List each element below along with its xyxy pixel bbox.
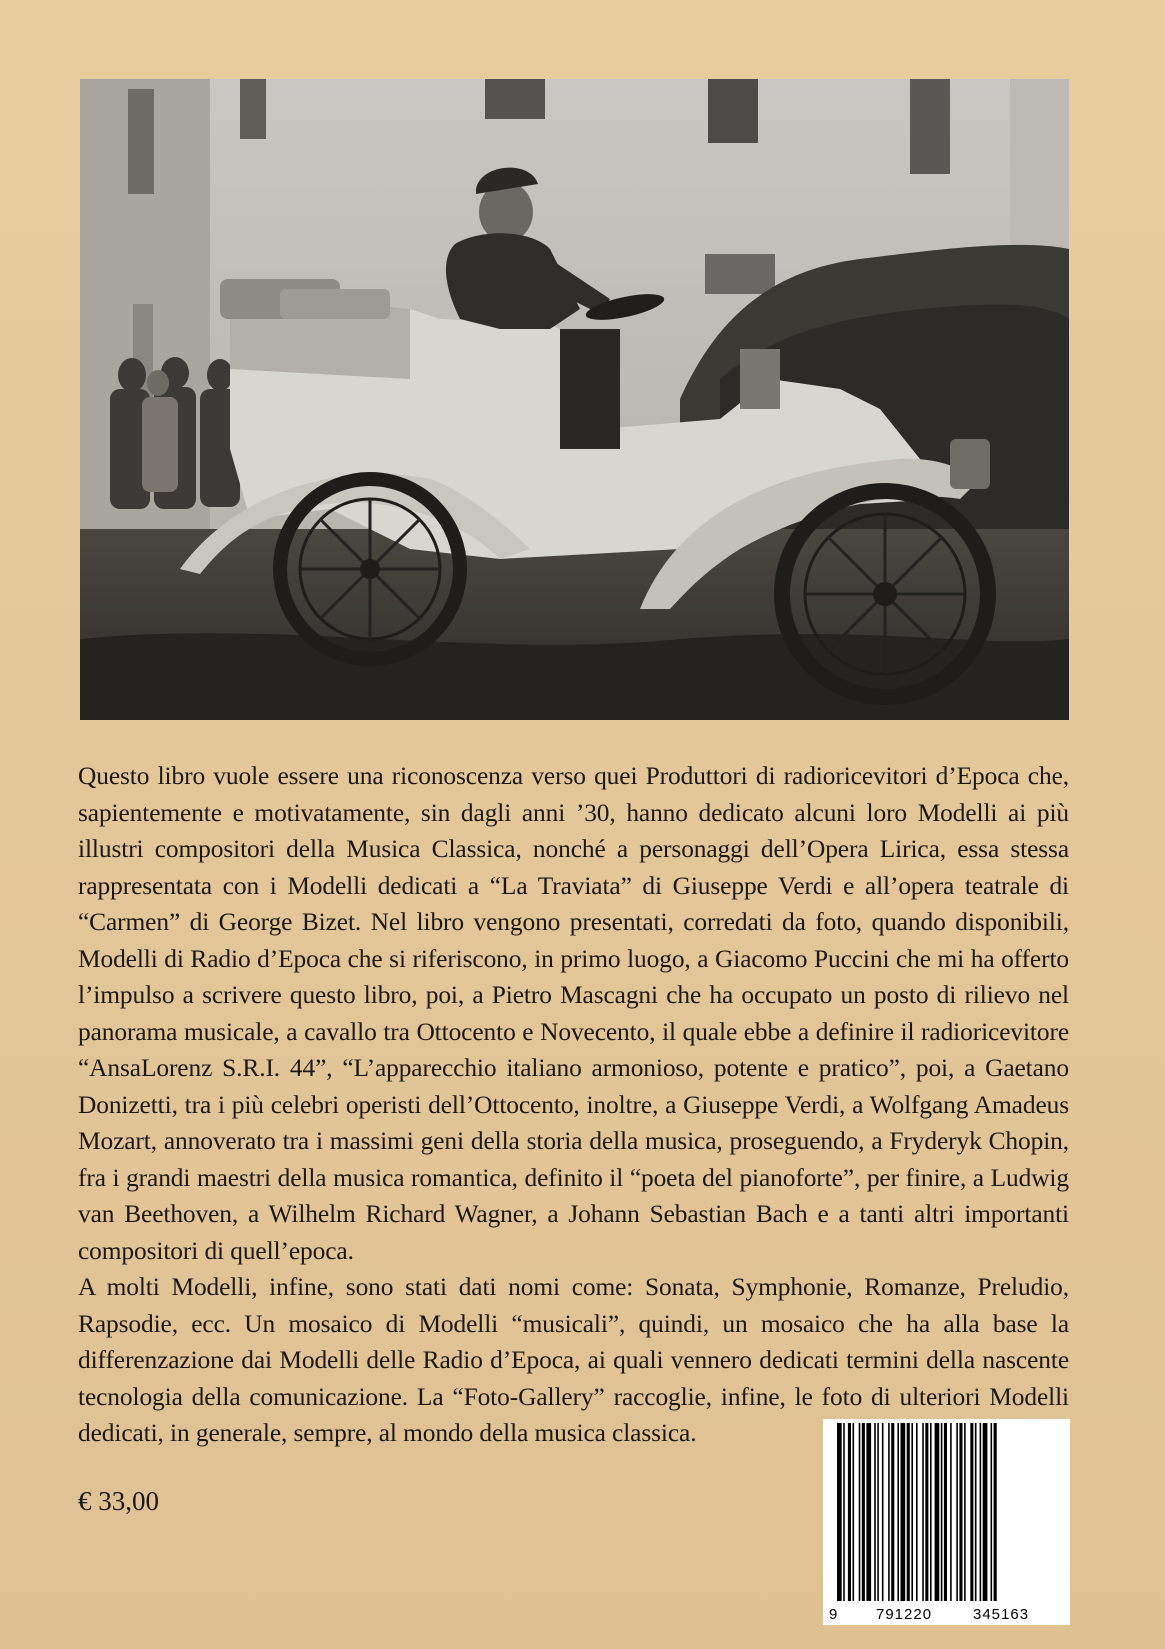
blurb-paragraph-1: Questo libro vuole essere una riconoscenza verso quei Produttori di radioricevitori d’Epoca che, sapientemente e motivatamente, sin dagli anni ’30, hanno dedicato alcuni loro Modelli ai più illustri compositori della Musica Classica, nonché a personaggi dell’Opera Lirica, essa stessa rappresentata con i Modelli dedicati a “La Traviata” di Giuseppe Verdi e all’opera teatrale di “Carmen” di George Bizet. Nel libro vengono presentati, corredati da foto, quando disponibili, Modelli di Radio d’Epoca che si riferiscono, in primo luogo, a Giacomo Puccini che mi ha offerto l’impulso a scrivere questo libro, poi, a Pietro Mascagni che ha occupato un posto di rilievo nel panorama musicale, a cavallo tra Ottocento e Novecento, il quale ebbe a definire il radioricevitore “AnsaLorenz S.R.I. 44”, “L’apparecchio italiano armonioso, potente e pratico”, poi, a Gaetano Donizetti, tra i più celebri operisti dell’Ottocento, inoltre, a Giuseppe Verdi, a Wolfgang Amadeus Mozart, annoverato tra i massimi geni della storia della musica, proseguendo, a Fryderyk Chopin, fra i grandi maestri della musica romantica, definito il “poeta del pianoforte”, per finire, a Ludwig van Beethoven, a Wilhelm Richard Wagner, a Johann Sebastian Bach e a tanti altri importanti compositori di quell’epoca.	[78, 762, 1069, 1265]
barcode-bar	[991, 1423, 993, 1601]
barcode-bar	[862, 1423, 865, 1601]
price-label: € 33,00	[78, 1486, 159, 1516]
barcode-bar	[922, 1423, 924, 1601]
barcode-bar	[843, 1423, 845, 1601]
barcode-bar	[907, 1423, 910, 1601]
barcode-bar	[925, 1423, 928, 1601]
barcode-bar	[980, 1423, 982, 1601]
barcode-bar	[888, 1423, 890, 1601]
barcode-left-digits: 791220	[876, 1606, 933, 1623]
barcode-bars	[823, 1419, 1070, 1625]
barcode-bar	[994, 1423, 997, 1601]
barcode-bar	[897, 1423, 899, 1601]
barcode-bar	[970, 1423, 973, 1601]
barcode-bar	[882, 1423, 884, 1601]
barcode-bar	[944, 1423, 947, 1601]
barcode-bar	[874, 1423, 876, 1601]
isbn-barcode	[823, 1419, 1070, 1625]
blurb-paragraph-2: A molti Modelli, infine, sono stati dati nomi come: Sonata, Symphonie, Romanze, Preludio, Rapsodie, ecc. Un mosaico di Modelli “musicali”, quindi, un mosaico che ha alla base la differenzazione dai Modelli delle Radio d’Epoca, ai quali vennero dedicati termini della nascente tecnologia della comunicazione. La “Foto-Gallery” raccoglie, infine, le foto di ulteriori Modelli dedicati, in generale, sempre, al mondo della musica classica.	[78, 1273, 1069, 1447]
barcode-bar	[859, 1423, 861, 1601]
barcode-bar	[956, 1423, 958, 1601]
barcode-bar	[950, 1423, 952, 1601]
barcode-bar	[911, 1423, 913, 1601]
back-cover-blurb	[78, 758, 1069, 1452]
barcode-bar	[935, 1423, 940, 1601]
barcode-bar	[901, 1423, 906, 1601]
barcode-bar	[853, 1423, 855, 1601]
barcode-bar	[983, 1423, 988, 1601]
barcode-right-digits: 345163	[973, 1606, 1030, 1623]
barcode-bar	[877, 1423, 879, 1601]
barcode-bar	[975, 1423, 977, 1601]
barcode-bar	[930, 1423, 932, 1601]
barcode-bar	[866, 1423, 871, 1601]
cover-photo-vintage-car	[80, 79, 1069, 720]
barcode-bar	[916, 1423, 918, 1601]
barcode-bar	[848, 1423, 851, 1601]
barcode-bar	[941, 1423, 943, 1601]
barcode-lead-digit: 9	[829, 1606, 838, 1623]
barcode-bar	[959, 1423, 962, 1601]
barcode-bar	[964, 1423, 966, 1601]
barcode-bar	[837, 1423, 842, 1601]
barcode-bar	[891, 1423, 894, 1601]
